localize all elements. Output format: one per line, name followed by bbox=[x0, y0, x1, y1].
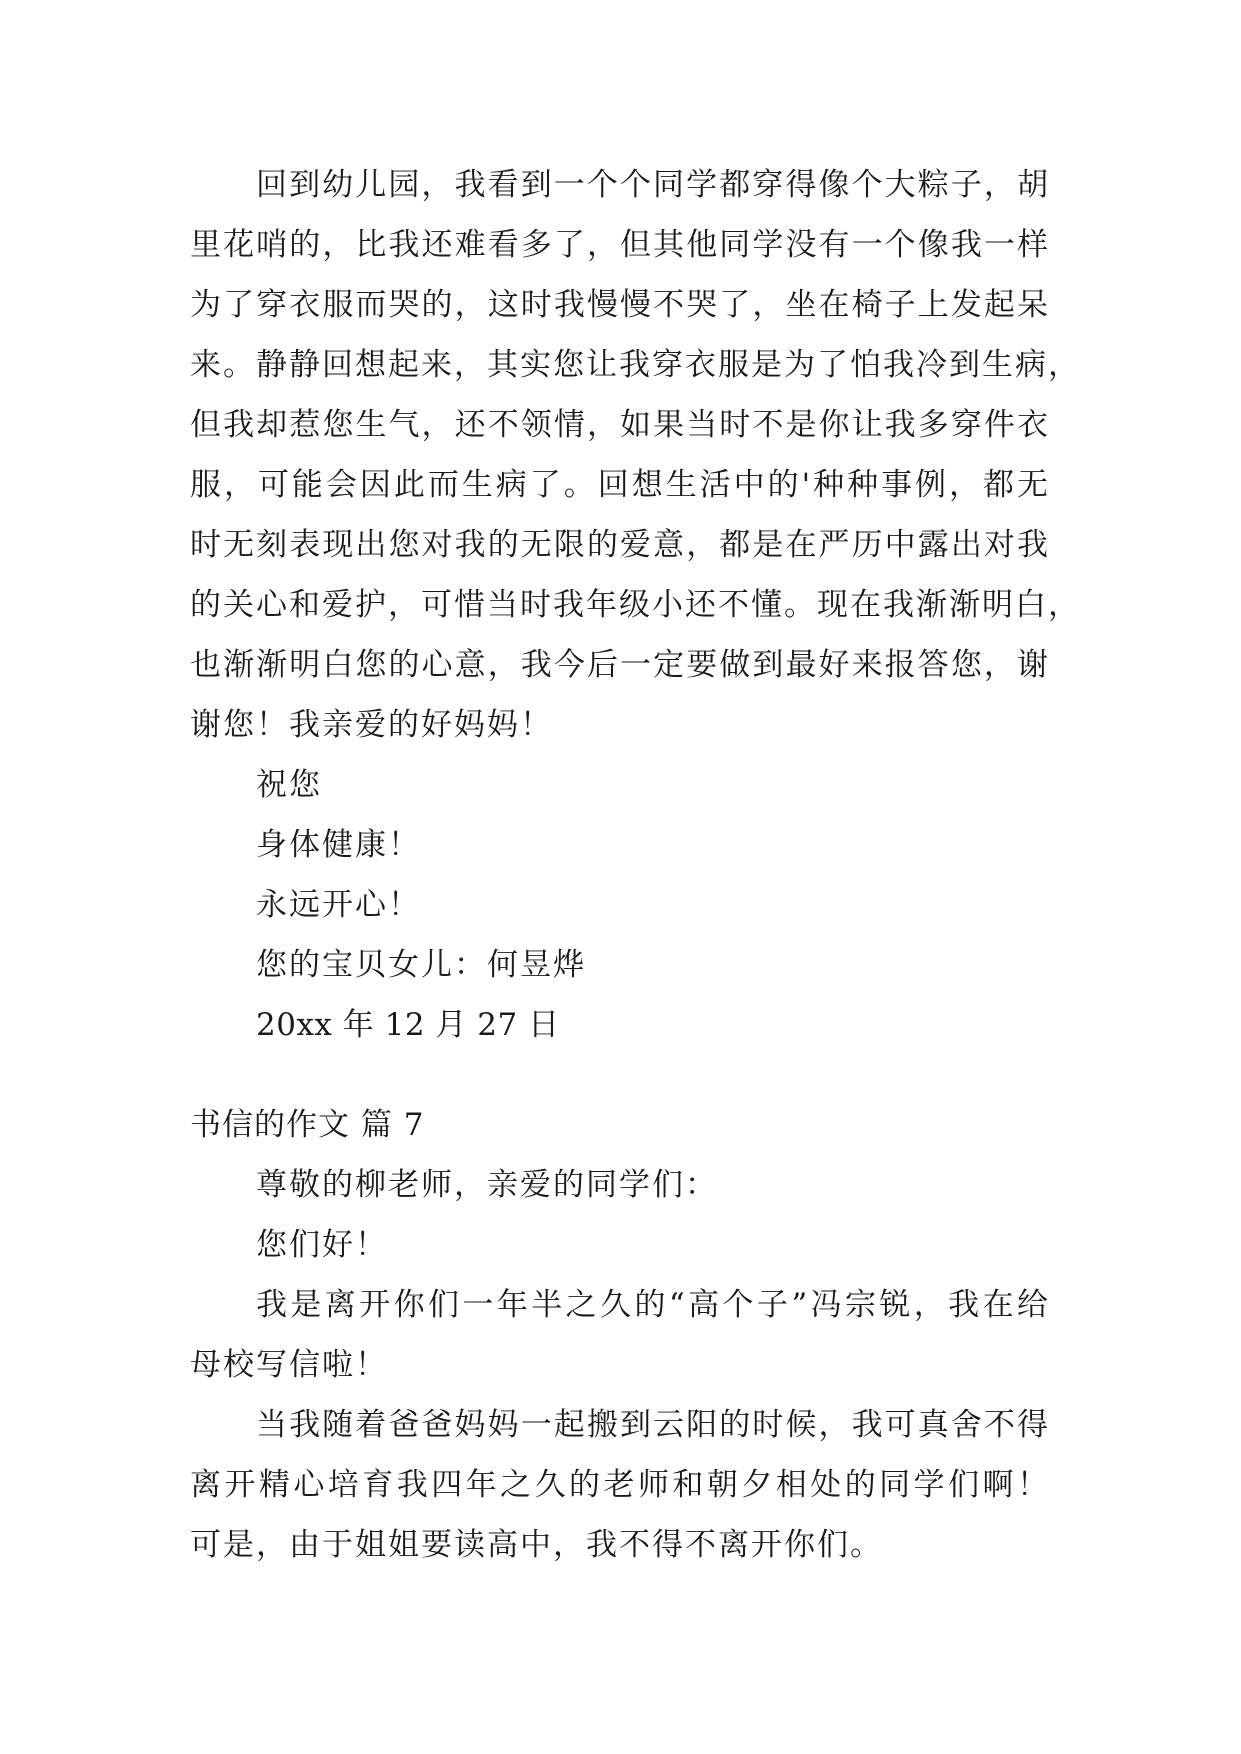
paragraph-line: 谢您！我亲爱的好妈妈！ bbox=[190, 707, 553, 743]
paragraph-line: 离开精心培育我四年之久的老师和朝夕相处的同学们啊！ bbox=[190, 1467, 1050, 1503]
paragraph-line: 我是离开你们一年半之久的“高个子”冯宗锐，我在给 bbox=[256, 1287, 1050, 1323]
closing-wish: 祝您 bbox=[256, 767, 322, 803]
paragraph-line: 时无刻表现出您对我的无限的爱意，都是在严历中露出对我 bbox=[190, 527, 1050, 563]
paragraph-line: 来。静静回想起来，其实您让我穿衣服是为了怕我冷到生病， bbox=[190, 347, 1081, 383]
paragraph-line: 可是，由于姐姐要读高中，我不得不离开你们。 bbox=[190, 1527, 883, 1563]
paragraph-line: 也渐渐明白您的心意，我今后一定要做到最好来报答您，谢 bbox=[190, 647, 1050, 683]
paragraph-line: 但我却惹您生气，还不领情，如果当时不是你让我多穿件衣 bbox=[190, 407, 1050, 443]
paragraph-line: 服，可能会因此而生病了。回想生活中的'种种事例，都无 bbox=[190, 467, 1050, 503]
closing-health: 身体健康！ bbox=[256, 827, 421, 863]
letter-date: 20xx 年 12 月 27 日 bbox=[256, 1007, 560, 1043]
greeting: 您们好！ bbox=[256, 1227, 388, 1263]
salutation: 尊敬的柳老师，亲爱的同学们： bbox=[256, 1167, 718, 1203]
paragraph-line: 的关心和爱护，可惜当时我年级小还不懂。现在我渐渐明白， bbox=[190, 587, 1081, 623]
paragraph-line: 母校写信啦！ bbox=[190, 1347, 388, 1383]
paragraph-line: 为了穿衣服而哭的，这时我慢慢不哭了，坐在椅子上发起呆 bbox=[190, 287, 1050, 323]
paragraph-line: 里花哨的，比我还难看多了，但其他同学没有一个像我一样 bbox=[190, 227, 1050, 263]
paragraph-line: 回到幼儿园，我看到一个个同学都穿得像个大粽子，胡 bbox=[256, 167, 1050, 203]
closing-happy: 永远开心！ bbox=[256, 887, 421, 923]
paragraph-line: 当我随着爸爸妈妈一起搬到云阳的时候，我可真舍不得 bbox=[256, 1407, 1050, 1443]
signature: 您的宝贝女儿：何昱烨 bbox=[256, 947, 586, 983]
section-title: 书信的作文 篇 7 bbox=[190, 1107, 425, 1143]
